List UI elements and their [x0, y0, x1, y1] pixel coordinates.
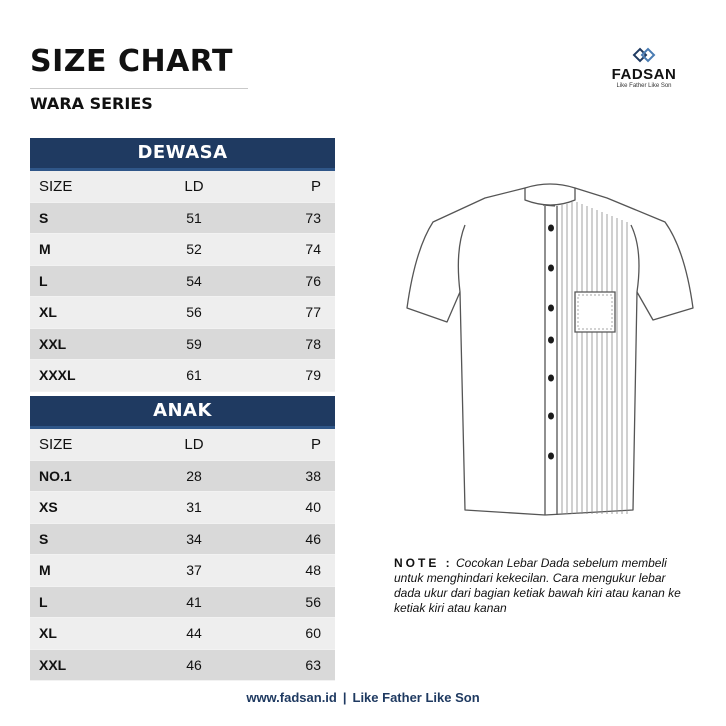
column-header-p: P — [310, 177, 321, 195]
p-cell: 60 — [305, 625, 321, 642]
p-cell: 40 — [305, 499, 321, 516]
dewasa-column-header-row — [30, 171, 335, 203]
p-cell: 74 — [305, 241, 321, 258]
size-cell: M — [39, 241, 51, 258]
ld-cell: 56 — [186, 304, 202, 321]
size-cell: M — [39, 562, 51, 579]
ld-cell: 44 — [186, 625, 202, 642]
ld-cell: 51 — [186, 209, 202, 226]
column-header-p: P — [310, 435, 321, 453]
ld-cell: 28 — [186, 467, 202, 484]
size-cell: XXXL — [39, 367, 76, 384]
size-cell: XXL — [39, 656, 67, 673]
ld-cell: 46 — [186, 656, 202, 673]
table-row — [30, 461, 335, 493]
table-row — [30, 524, 335, 556]
size-cell: S — [39, 530, 49, 547]
anak-table-title: ANAK — [30, 396, 335, 429]
page-title: SIZE CHART — [30, 44, 234, 79]
table-row — [30, 234, 335, 266]
dewasa-table-body — [30, 203, 335, 392]
column-header-size: SIZE — [39, 177, 73, 195]
table-row — [30, 329, 335, 361]
p-cell: 77 — [305, 304, 321, 321]
title-divider — [30, 88, 248, 89]
anak-size-table — [30, 396, 335, 681]
dewasa-size-table — [30, 138, 335, 392]
column-header-ld: LD — [184, 177, 204, 195]
ld-cell: 59 — [186, 335, 202, 352]
size-cell: XXL — [39, 335, 67, 352]
ld-cell: 54 — [186, 272, 202, 289]
ld-cell: 52 — [186, 241, 202, 258]
table-row — [30, 492, 335, 524]
size-cell: XL — [39, 304, 57, 321]
size-cell: XL — [39, 625, 57, 642]
p-cell: 78 — [305, 335, 321, 352]
p-cell: 56 — [305, 593, 321, 610]
ld-cell: 61 — [186, 367, 202, 384]
p-cell: 46 — [305, 530, 321, 547]
note-label: NOTE : — [394, 556, 453, 570]
shirt-illustration — [395, 180, 695, 525]
p-cell: 79 — [305, 367, 321, 384]
size-cell: L — [39, 593, 48, 610]
size-cell: XS — [39, 499, 58, 516]
p-cell: 63 — [305, 656, 321, 673]
brand-name: FADSAN — [611, 66, 677, 83]
footer-separator: | — [342, 690, 347, 705]
anak-table-body — [30, 461, 335, 682]
size-cell: NO.1 — [39, 467, 72, 484]
footer-slogan: Like Father Like Son — [352, 690, 480, 705]
p-cell: 48 — [305, 562, 321, 579]
page-subtitle: WARA SERIES — [30, 94, 153, 113]
ld-cell: 34 — [186, 530, 202, 547]
size-cell: L — [39, 272, 48, 289]
footer — [0, 690, 726, 705]
table-row — [30, 203, 335, 235]
ld-cell: 31 — [186, 499, 202, 516]
size-cell: S — [39, 209, 49, 226]
table-row — [30, 650, 335, 682]
brand-tagline: Like Father Like Son — [616, 83, 672, 89]
footer-url[interactable]: www.fadsan.id — [246, 690, 337, 705]
table-row — [30, 555, 335, 587]
table-row — [30, 266, 335, 298]
measurement-note — [394, 556, 689, 616]
anak-column-header-row — [30, 429, 335, 461]
table-row — [30, 618, 335, 650]
column-header-ld: LD — [184, 435, 204, 453]
ld-cell: 41 — [186, 593, 202, 610]
p-cell: 38 — [305, 467, 321, 484]
table-row — [30, 587, 335, 619]
note-text: Cocokan Lebar Dada sebelum membeli untuk menghindari kekecilan. Cara mengukur lebar dada ukur dari bagian ketiak bawah kiri atau kanan ke ketiak kiri atau kanan — [394, 556, 681, 615]
fadsan-logo-icon — [631, 46, 657, 64]
column-header-size: SIZE — [39, 435, 73, 453]
p-cell: 76 — [305, 272, 321, 289]
dewasa-table-title: DEWASA — [30, 138, 335, 171]
ld-cell: 37 — [186, 562, 202, 579]
p-cell: 73 — [305, 209, 321, 226]
table-row — [30, 360, 335, 392]
table-row — [30, 297, 335, 329]
brand-logo — [602, 46, 686, 89]
